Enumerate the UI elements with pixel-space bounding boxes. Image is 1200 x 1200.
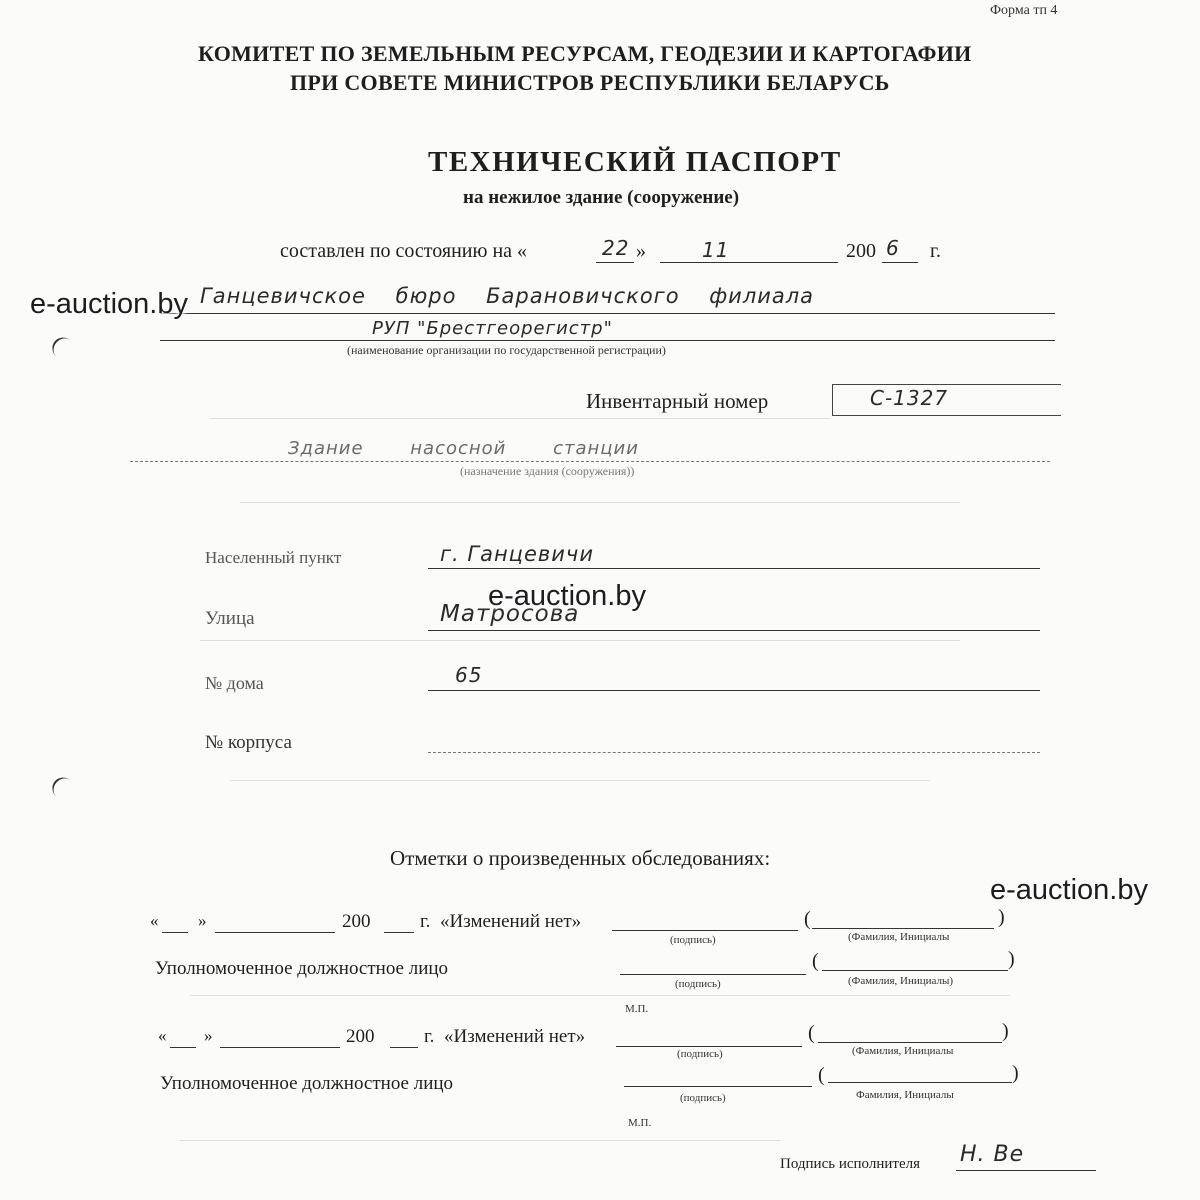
inspection-1-seal: М.П.	[625, 1003, 649, 1015]
inspection-1-year: 200	[342, 911, 371, 932]
inspection-1-name-caption-2: (Фамилия, Инициалы)	[848, 975, 954, 987]
organization-line-1: Ганцевичское бюро Барановичского филиала	[200, 284, 815, 308]
inventory-value: С-1327	[870, 386, 949, 410]
inspection-2-year-g: г.	[424, 1026, 435, 1047]
house-number-value: 65	[455, 663, 483, 687]
inspection-2-quote-open: «	[158, 1026, 167, 1045]
watermark: e-auction.by	[990, 874, 1148, 906]
date-day-close: »	[636, 240, 646, 262]
punch-hole-mark	[48, 333, 81, 365]
inspection-1-signature-caption-2: (подпись)	[675, 978, 721, 990]
header-line-1: КОМИТЕТ ПО ЗЕМЕЛЬНЫМ РЕСУРСАМ, ГЕОДЕЗИИ И КАРТОГАФИИ	[198, 41, 972, 66]
house-number-label: № дома	[205, 673, 264, 693]
inspection-1-official: Уполномоченное должностное лицо	[155, 958, 449, 979]
inspection-1-name-caption: (Фамилия, Инициалы	[848, 931, 950, 943]
inspections-heading: Отметки о произведенных обследованиях:	[390, 846, 771, 870]
street-value: Матросова	[440, 601, 580, 627]
building-number-label: № корпуса	[205, 732, 292, 753]
inspection-2-name-caption: (Фамилия, Инициалы	[852, 1045, 954, 1057]
executor-signature: Н. Ве	[960, 1142, 1025, 1167]
inspection-2-no-changes: «Изменений нет»	[444, 1026, 586, 1047]
date-year-suffix: 6	[886, 236, 900, 260]
date-year-g: г.	[930, 240, 941, 262]
inventory-label: Инвентарный номер	[586, 389, 769, 413]
form-number: Форма тп 4	[990, 3, 1058, 18]
watermark: e-auction.by	[488, 580, 646, 612]
inspection-1-signature-caption: (подпись)	[670, 934, 716, 946]
street-label: Улица	[205, 608, 255, 629]
inspection-1-no-changes: «Изменений нет»	[440, 911, 582, 932]
punch-hole-mark	[48, 773, 81, 805]
inspection-1-quote-close: »	[198, 911, 207, 930]
inspection-2-year: 200	[346, 1026, 375, 1047]
date-prefix: составлен по состоянию на «	[280, 240, 528, 262]
building-purpose-value: Здание насосной станции	[288, 438, 639, 459]
building-purpose-caption: (назначение здания (сооружения))	[460, 464, 635, 478]
document-page: Форма тп 4 КОМИТЕТ ПО ЗЕМЕЛЬНЫМ РЕСУРСАМ, ГЕОДЕЗИИ И КАРТОГАФИИ ПРИ СОВЕТЕ МИНИСТРОВ РЕСПУБЛИКИ БЕЛАРУСЬ ТЕХНИЧЕСКИЙ ПАСПОРТ на нежилое здание (сооружение) составлен по состоянию на « 22 » 11 200 6 г. Ганцевичское бюро Барановичского филиала РУП "Брестгеорегистр" (наименование организации по государственной регистрации) Инвентарный номер С-1327 Здание насосной станции (назначение здания (сооружения)) Населенный пункт г. Ганцевичи Улица Матросова № дома 65 № корпуса Отметки о произведенных обследованиях: « » 200 г. «Изменений нет» ( ) (подпись) (Фамилия, Инициалы Уполномоченное должностное лицо ( ) (подпись) (Фамилия, Инициалы) М.П. « » 200 г. «Изменений нет» ( ) (подпись) (Фамилия, Инициалы Уполномоченное должностное лицо ( ) (подпись) Фамилия, Инициалы М.П. Подпись исполнителя Н. Ве e-auction.by e-auction.by e-auction.by	[0, 0, 1200, 1200]
header-line-2: ПРИ СОВЕТЕ МИНИСТРОВ РЕСПУБЛИКИ БЕЛАРУСЬ	[290, 70, 890, 95]
organization-caption: (наименование организации по государственной регистрации)	[347, 343, 666, 357]
date-year-prefix: 200	[846, 240, 876, 262]
inspection-2-seal: М.П.	[628, 1117, 652, 1129]
inspection-1-year-g: г.	[420, 911, 431, 932]
organization-line-2: РУП "Брестгеорегистр"	[372, 318, 613, 339]
inspection-2-signature-caption-2: (подпись)	[680, 1092, 726, 1104]
inspection-1-quote-open: «	[150, 911, 159, 930]
watermark: e-auction.by	[30, 288, 188, 320]
inspection-2-signature-caption: (подпись)	[677, 1048, 723, 1060]
inspection-2-name-caption-2: Фамилия, Инициалы	[856, 1089, 954, 1101]
locality-value: г. Ганцевичи	[440, 542, 594, 566]
document-title: ТЕХНИЧЕСКИЙ ПАСПОРТ	[428, 146, 842, 178]
inspection-2-official: Уполномоченное должностное лицо	[160, 1073, 454, 1094]
document-subtitle: на нежилое здание (сооружение)	[463, 187, 740, 208]
inspection-2-quote-close: »	[204, 1026, 213, 1045]
executor-label: Подпись исполнителя	[780, 1156, 920, 1172]
locality-label: Населенный пункт	[205, 548, 342, 567]
date-day: 22	[602, 236, 630, 260]
date-month: 11	[702, 238, 730, 262]
